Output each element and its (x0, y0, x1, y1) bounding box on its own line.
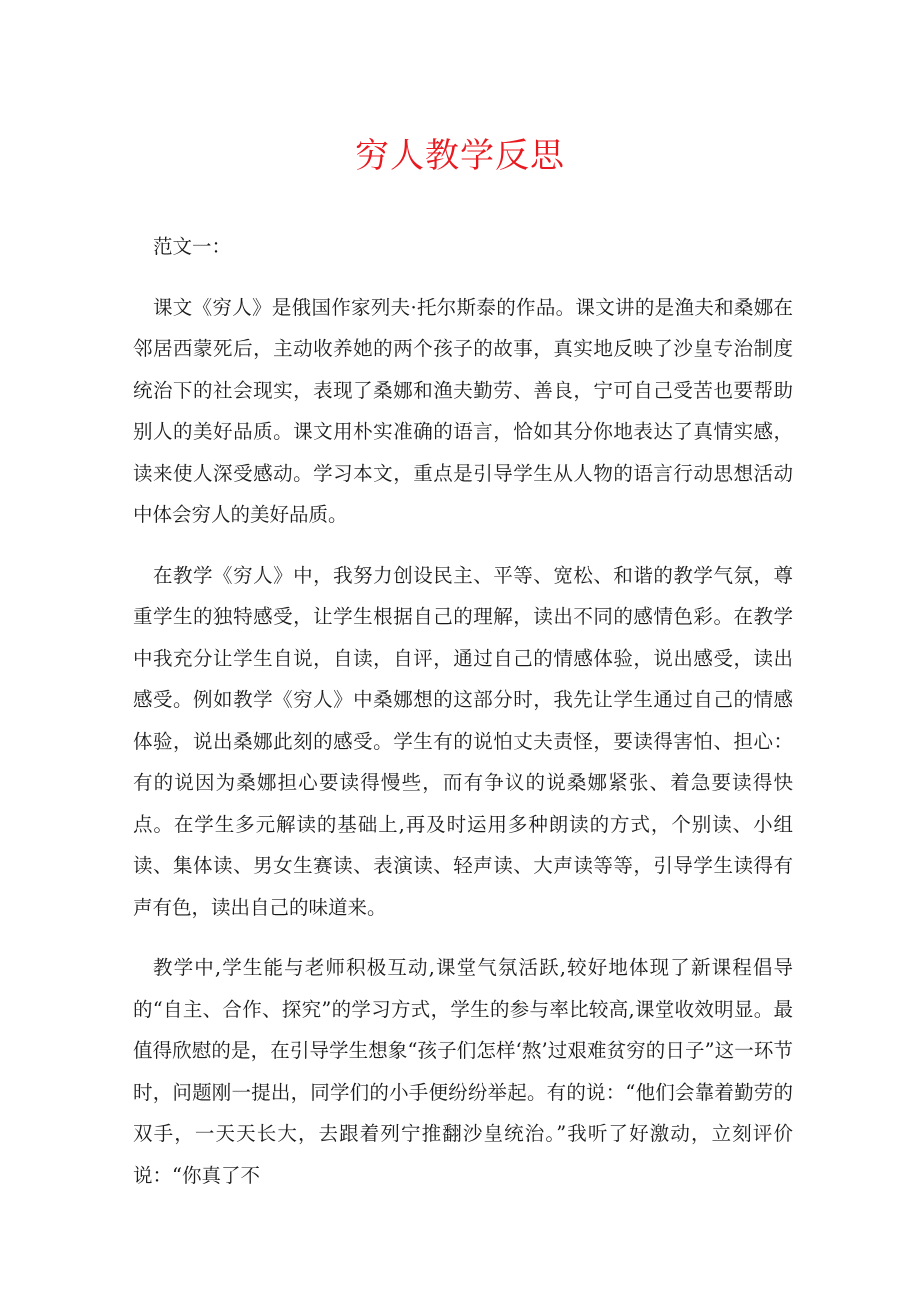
paragraph: 教学中,学生能与老师积极互动,课堂气氛活跃,较好地体现了新课程倡导的“自主、合作、探究”的学习方式，学生的参与率比较高,课堂收效明显。最值得欣慰的是，在引导学生想象“孩子们怎样‘熬’过艰难贫穷的日子”这一环节时，问题刚一提出，同学们的小手便纷纷举起。有的说：“他们会靠着勤劳的双手，一天天长大，去跟着列宁推翻沙皇统治。”我听了好激动，立刻评价说：“你真了不 (133, 956, 793, 1187)
document-title: 穷人教学反思 (355, 136, 565, 176)
document-body (133, 226, 793, 1215)
paragraph: 课文《穷人》是俄国作家列夫·托尔斯泰的作品。课文讲的是渔夫和桑娜在邻居西蒙死后，主动收养她的两个孩子的故事，真实地反映了沙皇专治制度统治下的社会现实，表现了桑娜和渔夫勤劳、善良，宁可自己受苦也要帮助别人的美好品质。课文用朴实准确的语言，恰如其分你地表达了真情实感，读来使人深受感动。学习本文，重点是引导学生从人物的语言行动思想活动中体会穷人的美好品质。 (133, 295, 793, 526)
paragraph: 在教学《穷人》中，我努力创设民主、平等、宽松、和谐的教学气氛，尊重学生的独特感受，让学生根据自己的理解，读出不同的感情色彩。在教学中我充分让学生自说，自读，自评，通过自己的情感体验，说出感受，读出感受。例如教学《穷人》中桑娜想的这部分时，我先让学生通过自己的情感体验，说出桑娜此刻的感受。学生有的说怕丈夫责怪，要读得害怕、担心：有的说因为桑娜担心要读得慢些，而有争议的说桑娜紧张、着急要读得快点。在学生多元解读的基础上,再及时运用多种朗读的方式，个别读、小组读、集体读、男女生赛读、表演读、轻声读、大声读等等，引导学生读得有声有色，读出自己的味道来。 (133, 563, 793, 919)
section-label: 范文一： (153, 235, 232, 258)
